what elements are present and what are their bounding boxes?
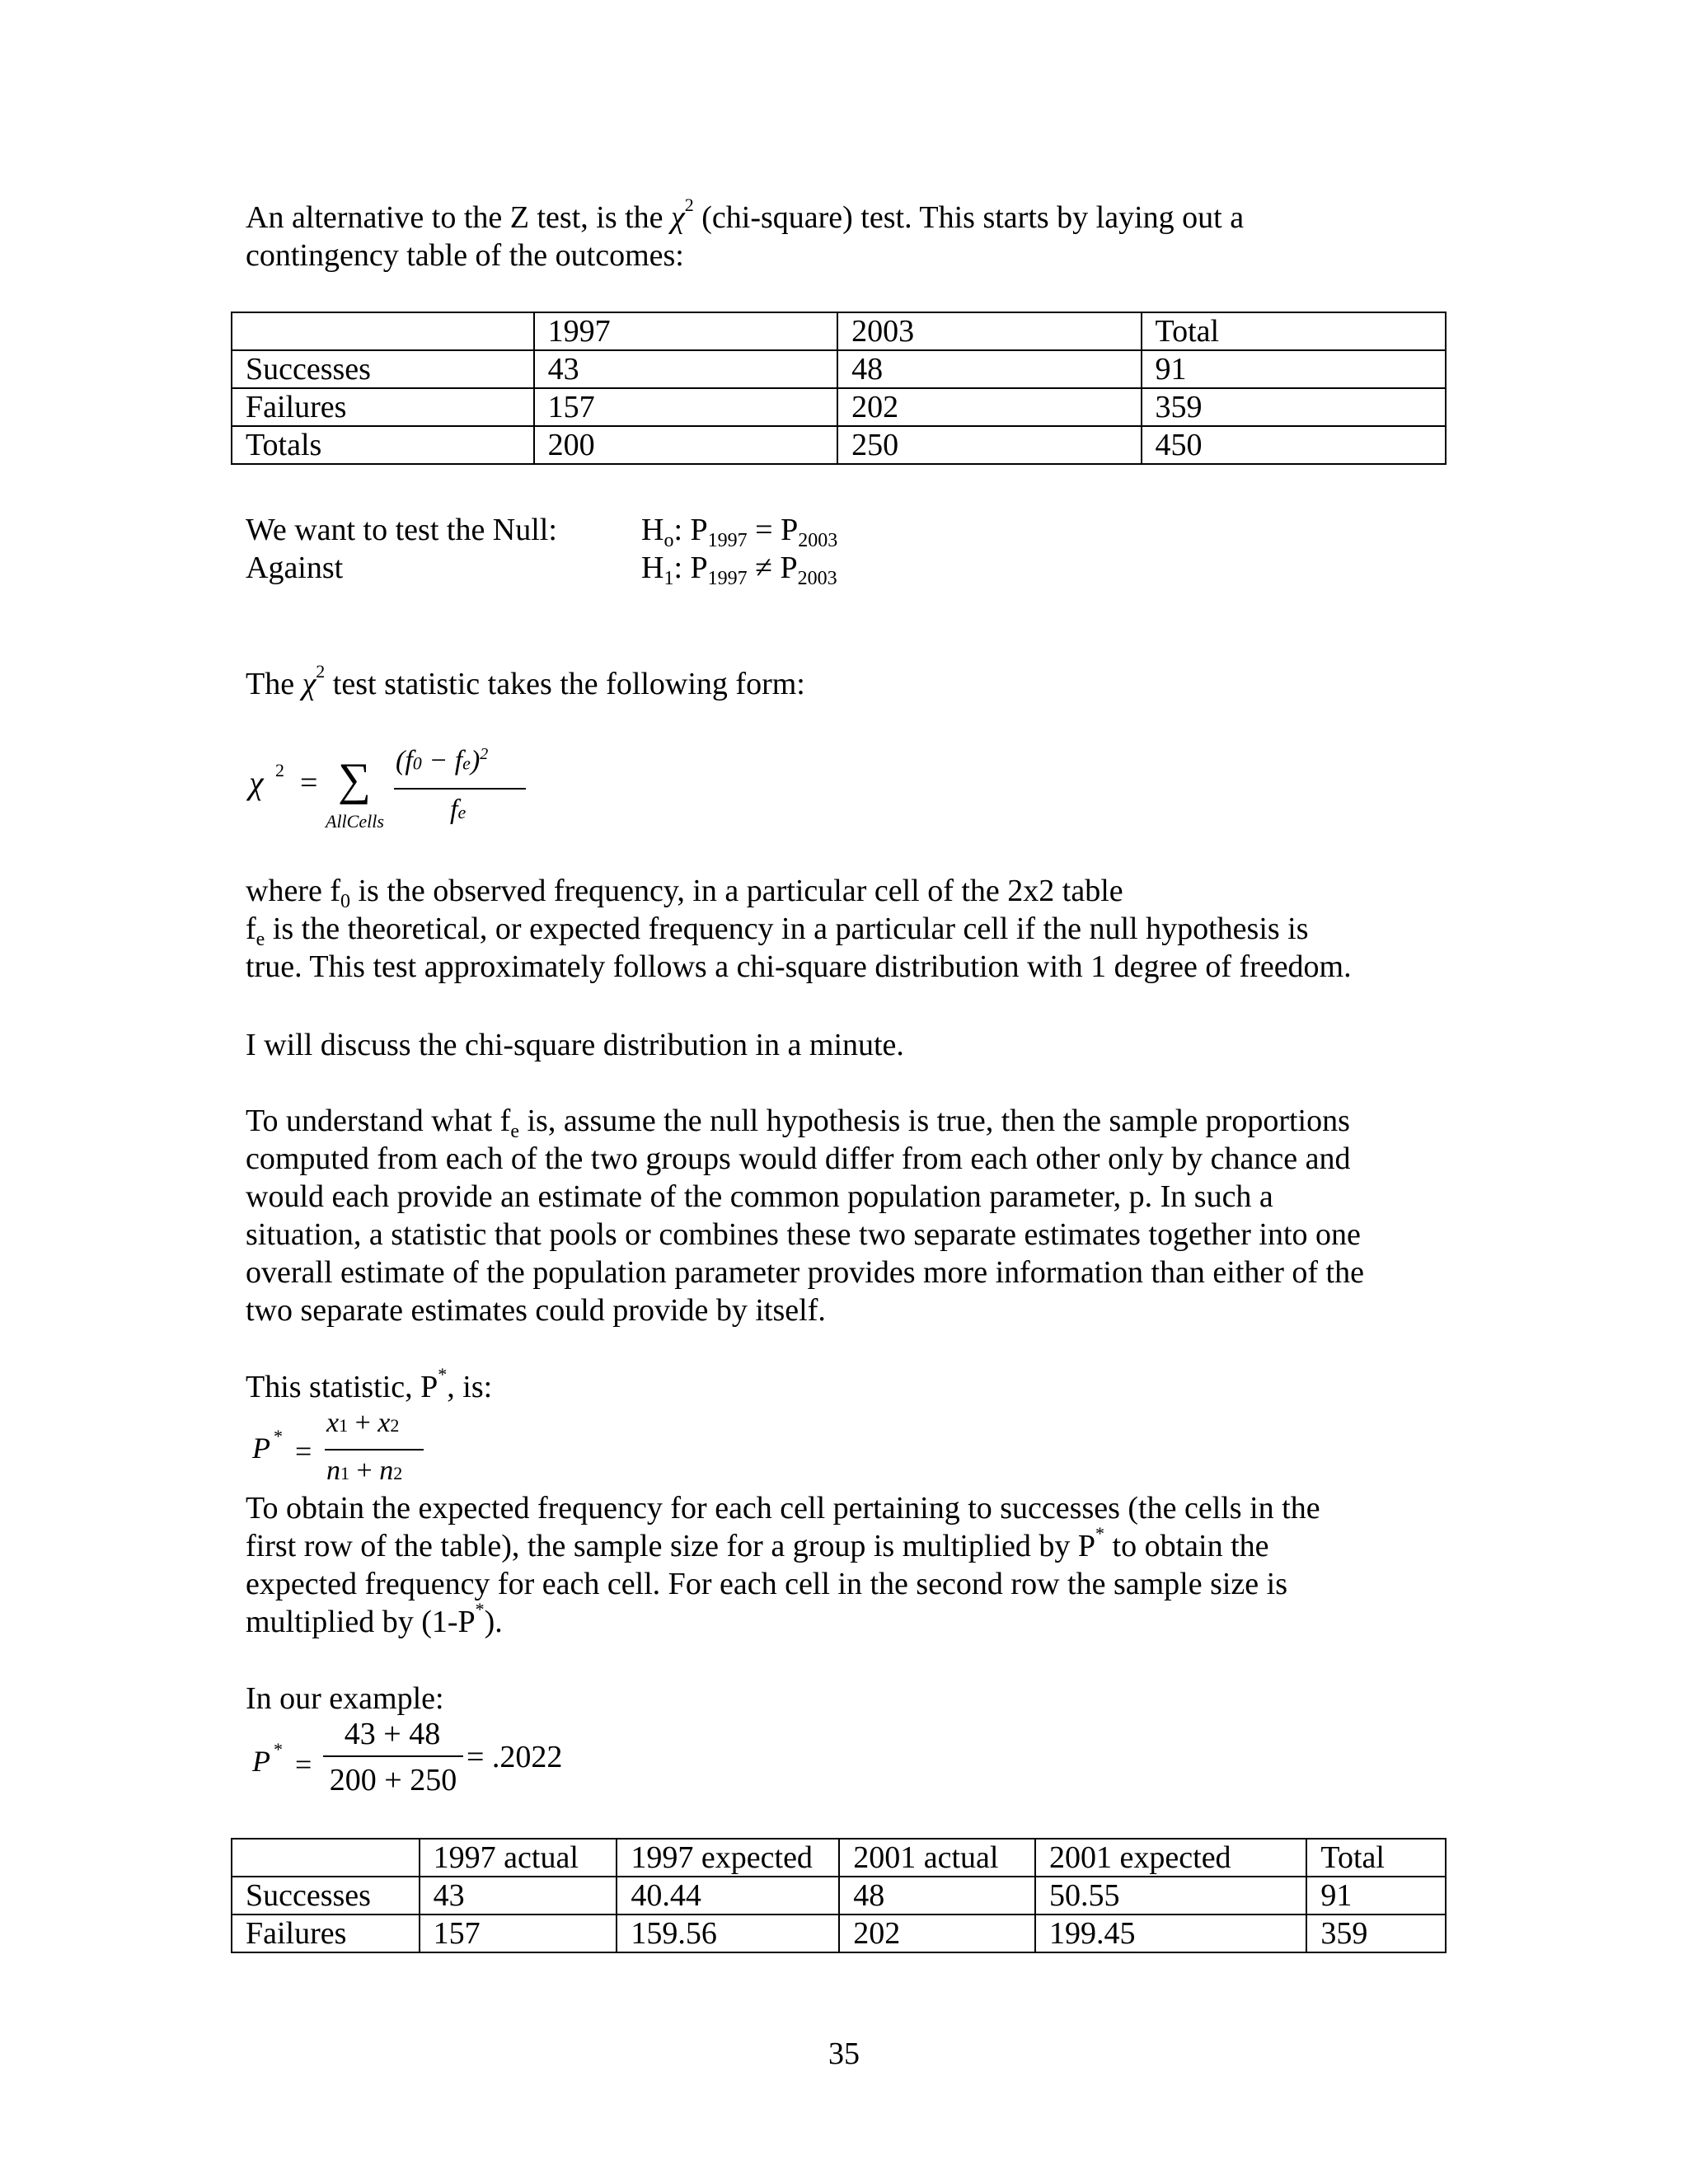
table-cell: 91 xyxy=(1142,350,1446,388)
expected-frequency-table xyxy=(231,1838,1447,1953)
table-cell: 91 xyxy=(1306,1877,1446,1915)
table2-header-cell: 1997 expected xyxy=(617,1839,839,1877)
table-cell: 48 xyxy=(839,1877,1035,1915)
expected-paragraph: To obtain the expected frequency for each cell pertaining to successes (the cells in the first row of the table), the sample size for a group is multiplied by P* to obtain the expected frequency for each cell. For each cell in the second row the sample size is multiplied by (1-P*). xyxy=(246,1491,1320,1639)
example-result: = .2022 xyxy=(467,1740,563,1774)
table-cell: 199.45 xyxy=(1035,1915,1306,1952)
table-cell: 250 xyxy=(837,426,1141,464)
table1-header-cell: 2003 xyxy=(837,312,1141,350)
table1-header-cell: 1997 xyxy=(534,312,837,350)
table-cell: Successes xyxy=(232,350,534,388)
table2-header-cell: Total xyxy=(1306,1839,1446,1877)
discuss-line: I will discuss the chi-square distribution in a minute. xyxy=(246,1028,904,1062)
table-cell: Successes xyxy=(232,1877,420,1915)
pstar-fraction-bar xyxy=(325,1449,424,1451)
table-cell: 40.44 xyxy=(617,1877,839,1915)
example-formula: P * = 43 + 48 200 + 250 = .2022 xyxy=(252,1717,563,1797)
page-number: 35 xyxy=(828,2036,860,2071)
table2-header-row xyxy=(232,1839,1446,1877)
table-cell: Totals xyxy=(232,426,534,464)
null-hypothesis: $H_o$: $P_{1997} = P_{2003}$ xyxy=(641,513,838,551)
table-row xyxy=(232,1877,1446,1915)
example-numerator: 43 + 48 xyxy=(344,1717,441,1751)
intro-line-2: contingency table of the outcomes: xyxy=(246,238,684,273)
understand-paragraph: To understand what $f_e$ is, assume the null hypothesis is true, then the sample proportions computed from each of the two groups would differ from each other only by chance and would each provide an estimate of the common population parameter, p. In such a situation, a statistic that pools or combines these two separate estimates together into one overall estimate of the population parameter provides more information than either of the two separate estimates could provide by itself. xyxy=(246,1104,1364,1328)
table1-header-cell xyxy=(232,312,534,350)
table-cell: 202 xyxy=(837,388,1141,426)
table2-header-cell xyxy=(232,1839,420,1877)
chi-formula-denominator: fe xyxy=(450,794,467,825)
table-cell: 202 xyxy=(839,1915,1035,1952)
table-cell: 157 xyxy=(420,1915,617,1952)
pstar-intro: This statistic, P*, is: xyxy=(246,1364,493,1404)
pstar-denominator: n1 + n2 xyxy=(326,1455,403,1486)
pstar-numerator: x1 + x2 xyxy=(326,1408,400,1438)
table-row xyxy=(232,426,1446,464)
table-cell: 359 xyxy=(1306,1915,1446,1952)
example-fraction-bar xyxy=(323,1755,463,1757)
table1-header-cell: Total xyxy=(1142,312,1446,350)
pstar-formula: P * = x1 + x2 n1 + n2 xyxy=(246,1408,493,1490)
table-cell: 359 xyxy=(1142,388,1446,426)
chi-square-formula: χ 2 = ∑ AllCells (f0 − fe)$^2$ fe xyxy=(246,742,575,841)
null-test-label: We want to test the Null: xyxy=(246,513,557,547)
table-cell: 43 xyxy=(420,1877,617,1915)
chi-fraction-bar xyxy=(394,788,526,790)
table-cell: 159.56 xyxy=(617,1915,839,1952)
table2-header-cell: 2001 actual xyxy=(839,1839,1035,1877)
definitions-paragraph: where $f_0$ is the observed frequency, in a particular cell of the 2x2 table $f_e$ is the theoretical, or expected frequency in a particular cell if the null hypothesis is true. This test approximately follows a chi-square distribution with 1 degree of freedom. xyxy=(246,874,1352,984)
table-cell: 48 xyxy=(837,350,1141,388)
table-row xyxy=(232,1915,1446,1952)
example-denominator: 200 + 250 xyxy=(329,1763,457,1797)
intro-paragraph xyxy=(246,194,1482,274)
table-row xyxy=(232,350,1446,388)
contingency-table xyxy=(231,312,1447,465)
alternative-hypothesis: $H_1$: $P_{1997} \ne P_{2003}$ xyxy=(641,551,837,589)
table1-header-row xyxy=(232,312,1446,350)
table-cell: 50.55 xyxy=(1035,1877,1306,1915)
table-cell: 43 xyxy=(534,350,837,388)
table-cell: 157 xyxy=(534,388,837,426)
table2-header-cell: 2001 expected xyxy=(1035,1839,1306,1877)
table-cell: Failures xyxy=(232,1915,420,1952)
table-cell: 200 xyxy=(534,426,837,464)
chi-formula-numerator: (f0 − fe)$^2$ xyxy=(396,745,489,776)
intro-line-1: An alternative to the Z test, is the $\chi^2$ (chi-square) test. This starts by laying out a xyxy=(246,194,1245,235)
table-row xyxy=(232,388,1446,426)
against-label: Against xyxy=(246,551,344,585)
table-cell: Failures xyxy=(232,388,534,426)
statistic-intro: The $\chi^2$ test statistic takes the following form: xyxy=(246,661,805,701)
table-cell: 450 xyxy=(1142,426,1446,464)
example-label: In our example: xyxy=(246,1681,444,1716)
table2-header-cell: 1997 actual xyxy=(420,1839,617,1877)
